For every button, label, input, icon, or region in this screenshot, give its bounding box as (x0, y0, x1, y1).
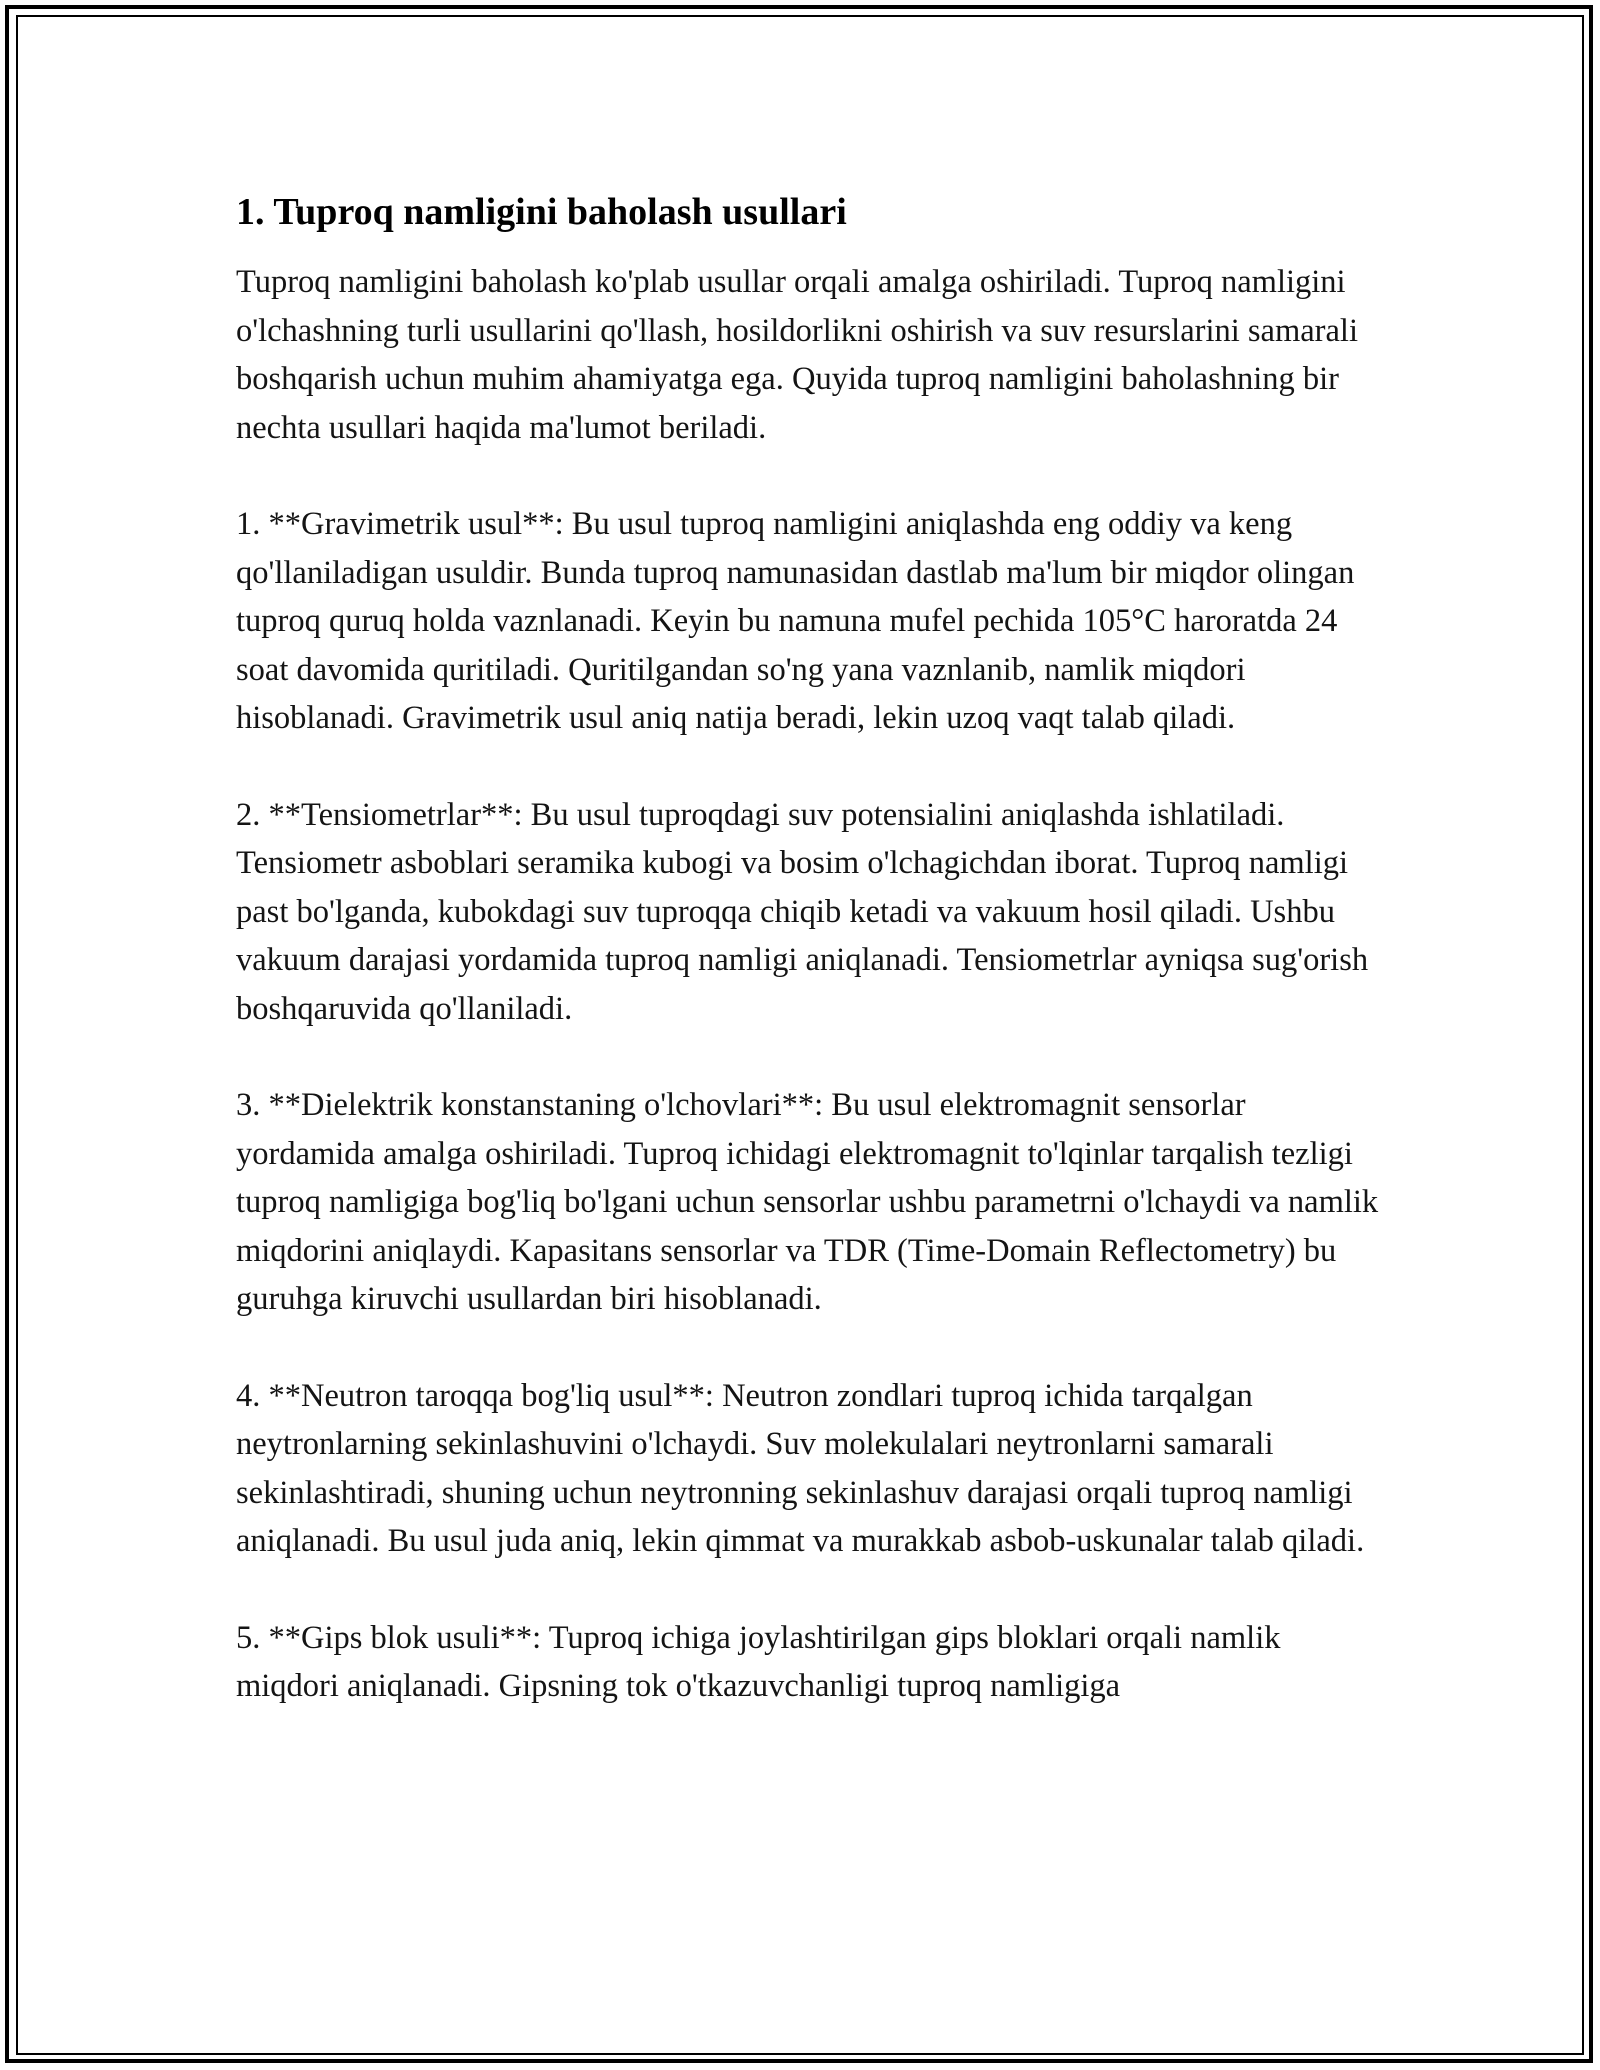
document-body (236, 186, 1386, 1759)
method-gravimetric-paragraph: 1. **Gravimetrik usul**: Bu usul tuproq namligini aniqlashda eng oddiy va keng qo'llaniladigan usuldir. Bunda tuproq namunasidan dastlab ma'lum bir miqdor olingan tuproq quruq holda vaznlanadi. Keyin bu namuna mufel pechida 105°C haroratda 24 soat davomida quritiladi. Quritilgandan so'ng yana vaznlanib, namlik miqdori hisoblanadi. Gravimetrik usul aniq natija beradi, lekin uzoq vaqt talab qiladi. (236, 506, 1355, 736)
method-dielectric-paragraph: 3. **Dielektrik konstanstaning o'lchovlari**: Bu usul elektromagnit sensorlar yordamida amalga oshiriladi. Tuproq ichidagi elektromagnit to'lqinlar tarqalish tezligi tuproq namligiga bog'liq bo'lgani uchun sensorlar ushbu parametrni o'lchaydi va namlik miqdorini aniqlaydi. Kapasitans sensorlar va TDR (Time-Domain Reflectometry) bu guruhga kiruvchi usullardan biri hisoblanadi. (236, 1087, 1379, 1317)
method-gypsum-paragraph: 5. **Gips blok usuli**: Tuproq ichiga joylashtirilgan gips bloklari orqali namlik miqdori aniqlanadi. Gipsning tok o'tkazuvchanligi tuproq namligiga (236, 1619, 1281, 1704)
section-heading: 1. Tuproq namligini baholash usullari (236, 191, 847, 233)
intro-paragraph: Tuproq namligini baholash ko'plab usullar orqali amalga oshiriladi. Tuproq namligini o'lchashning turli usullarini qo'llash, hosildorlikni oshirish va suv resurslarini samarali boshqarish uchun muhim ahamiyatga ega. Quyida tuproq namligini baholashning bir nechta usullari haqida ma'lumot beriladi. (236, 264, 1358, 446)
method-neutron-paragraph: 4. **Neutron taroqqa bog'liq usul**: Neutron zondlari tuproq ichida tarqalgan neytronlarning sekinlashuvini o'lchaydi. Suv molekulalari neytronlarni samarali sekinlashtiradi, shuning uchun neytronning sekinlashuv darajasi orqali tuproq namligi aniqlanadi. Bu usul juda aniq, lekin qimmat va murakkab asbob-uskunalar talab qiladi. (236, 1377, 1365, 1559)
method-tensiometer-paragraph: 2. **Tensiometrlar**: Bu usul tuproqdagi suv potensialini aniqlashda ishlatiladi. Tensiometr asboblari seramika kubogi va bosim o'lchagichdan iborat. Tuproq namligi past bo'lganda, kubokdagi suv tuproqqa chiqib ketadi va vakuum hosil qiladi. Ushbu vakuum darajasi yordamida tuproq namligi aniqlanadi. Tensiometrlar ayniqsa sug'orish boshqaruvida qo'llaniladi. (236, 796, 1369, 1027)
